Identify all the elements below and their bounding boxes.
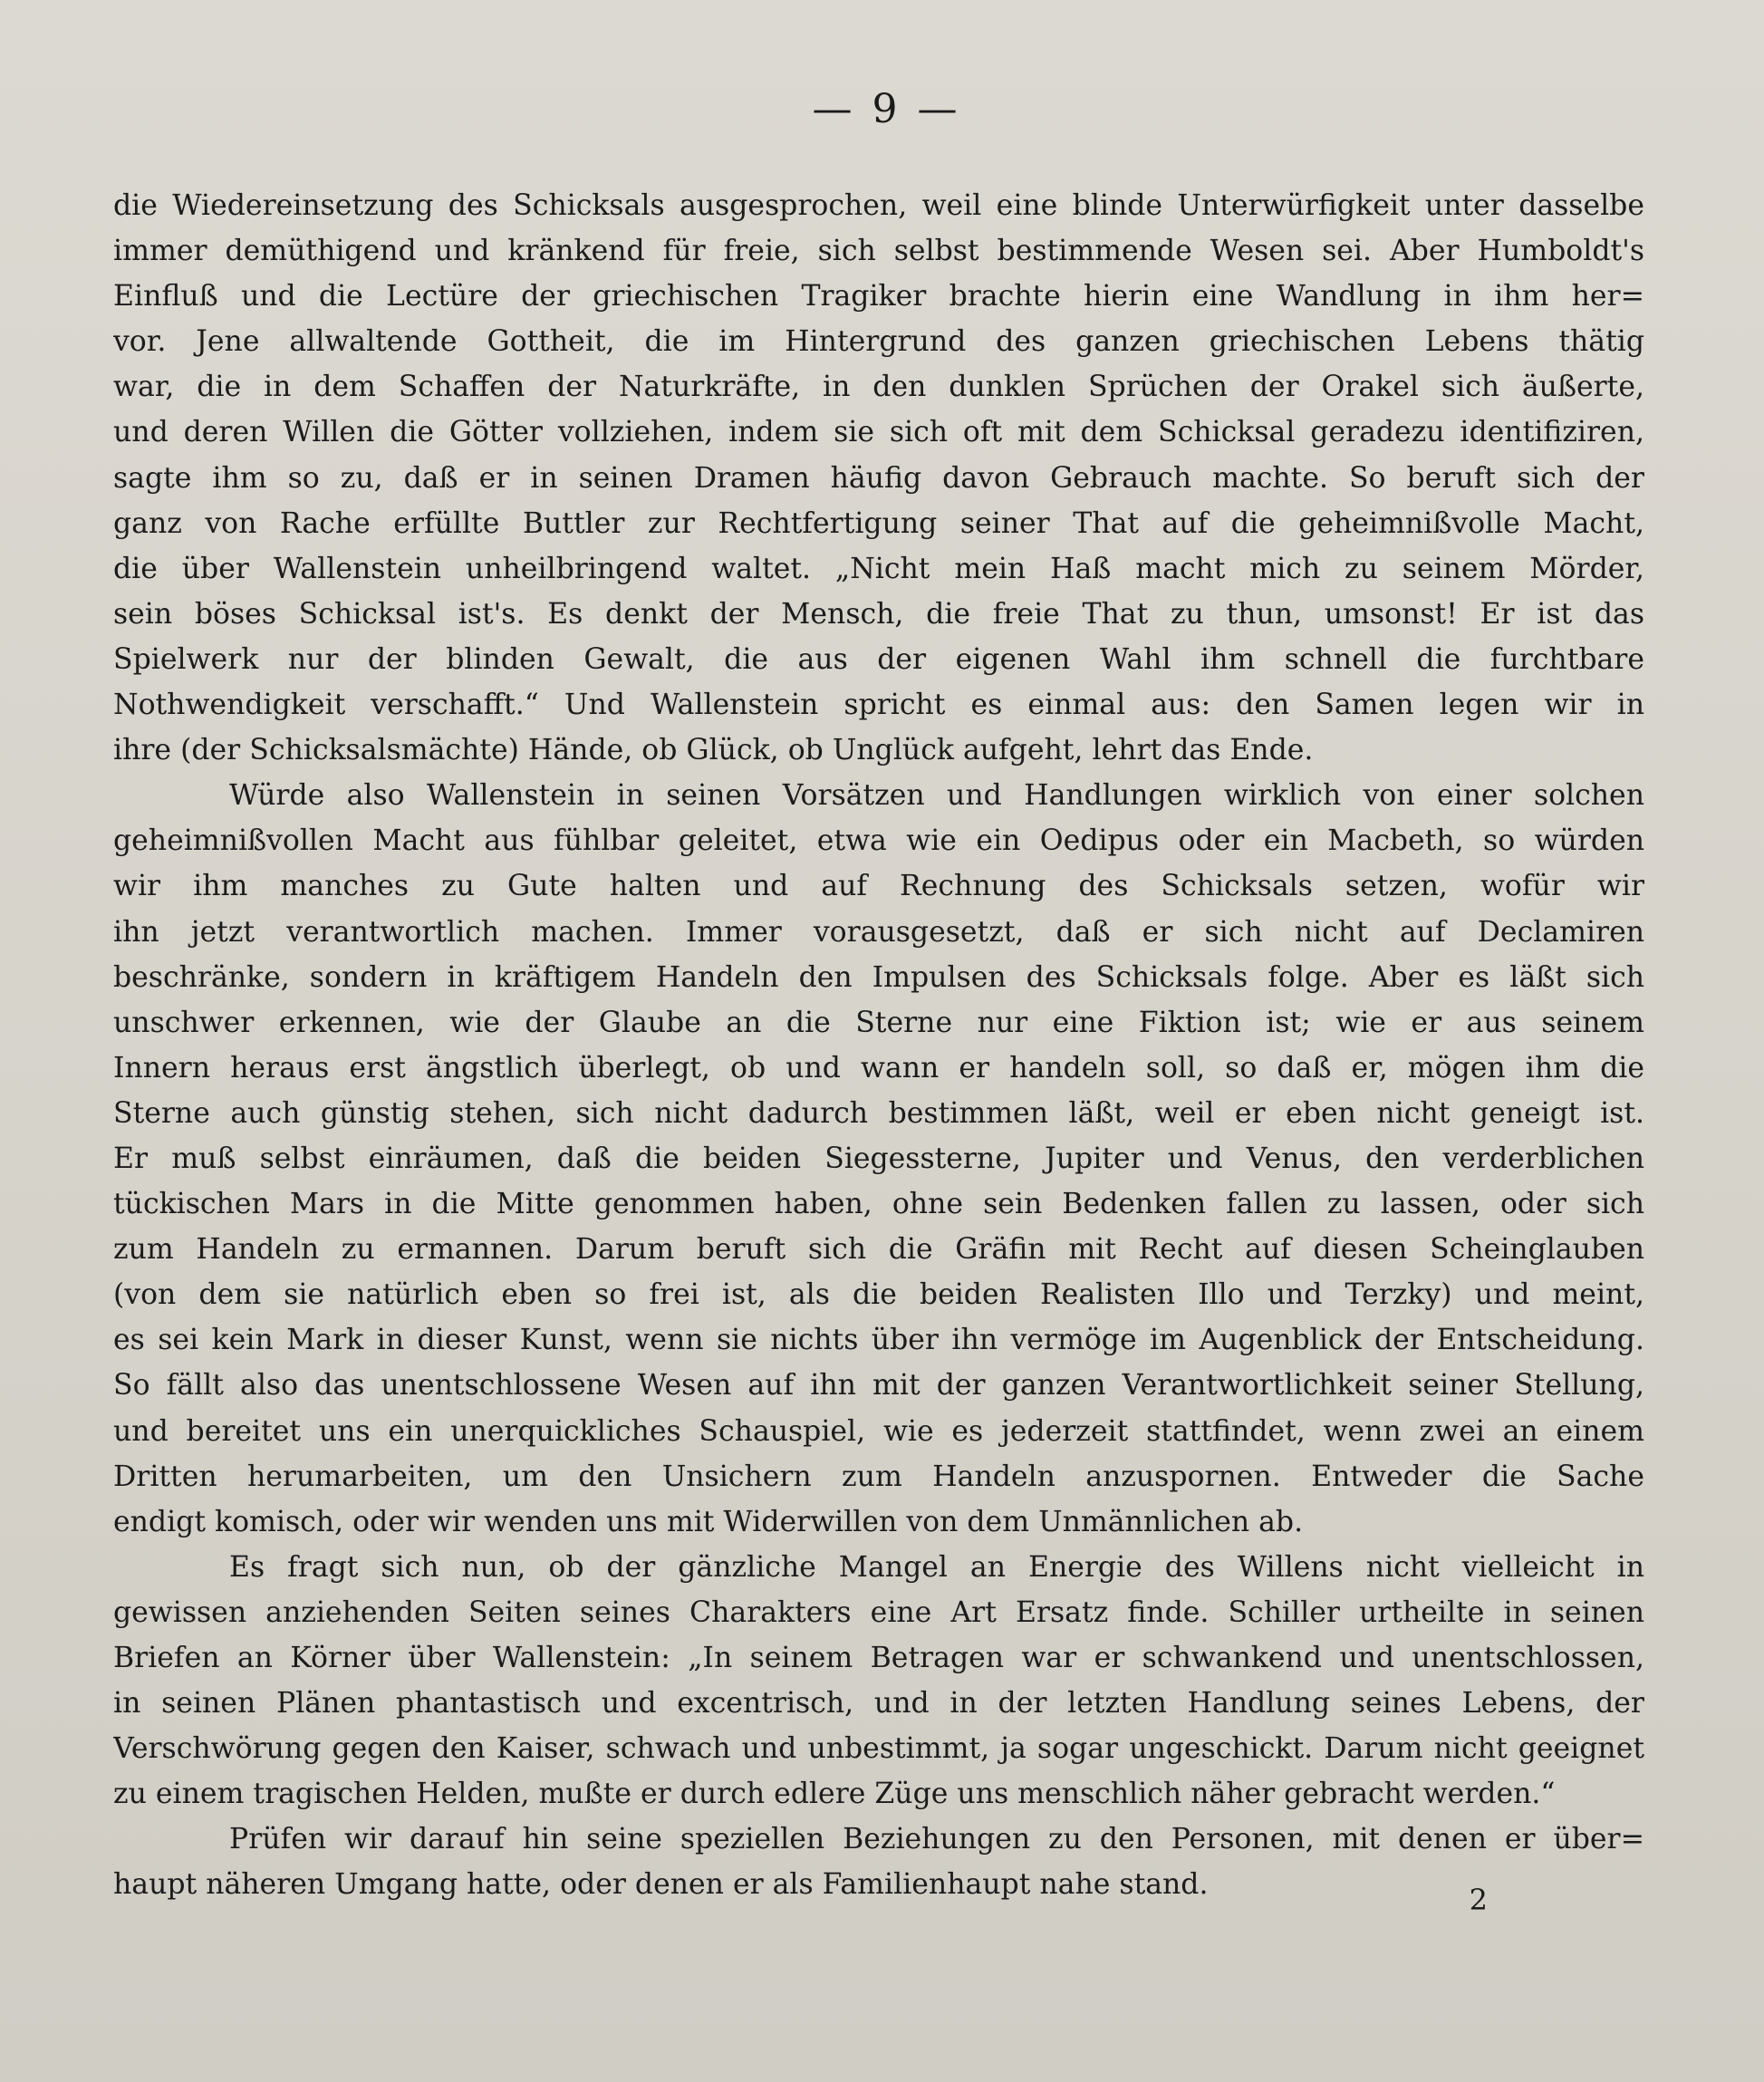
text-line: es sei kein Mark in dieser Kunst, wenn sie nichts über ihn vermöge im Augenblick der Entscheidung. [113,1324,1644,1357]
text-line: immer demüthigend und kränkend für freie, sich selbst bestimmende Wesen sei. Aber Humboldt's [113,235,1644,268]
text-line: die Wiedereinsetzung des Schicksals ausgesprochen, weil eine blinde Unterwürfigkeit unter dasselbe [113,189,1644,222]
text-line: Sterne auch günstig stehen, sich nicht dadurch bestimmen läßt, weil er eben nicht geneigt ist. [113,1096,1644,1130]
text-line: ihn jetzt verantwortlich machen. Immer vorausgesetzt, daß er sich nicht auf Declamiren [113,915,1644,949]
text-line: zum Handeln zu ermannen. Darum beruft sich die Gräfin mit Recht auf diesen Scheinglauben [113,1233,1644,1267]
text-line: gewissen anziehenden Seiten seines Charakters eine Art Ersatz finde. Schiller urtheilte in seinen [113,1595,1644,1629]
text-line: endigt komisch, oder wir wenden uns mit Widerwillen von dem Unmännlichen ab. [113,1505,1304,1538]
text-line: unschwer erkennen, wie der Glaube an die Sterne nur eine Fiktion ist; wie er aus seinem [113,1006,1644,1039]
text-line: und bereitet uns ein unerquickliches Schauspiel, wie es jederzeit stattfindet, wenn zwei an einem [113,1414,1644,1448]
text-line: Nothwendigkeit verschafft.“ Und Wallenstein spricht es einmal aus: den Samen legen wir in [113,689,1644,722]
page-number: — 9 — [812,86,961,132]
text-line: ganz von Rache erfüllte Buttler zur Rechtfertigung seiner That auf die geheimnißvolle Macht, [113,506,1644,540]
text-line: vor. Jene allwaltende Gottheit, die im Hintergrund des ganzen griechischen Lebens thätig [113,325,1644,359]
text-line: beschränke, sondern in kräftigem Handeln den Impulsen des Schicksals folge. Aber es läßt sich [113,960,1644,994]
text-line: wir ihm manches zu Gute halten und auf Rechnung des Schicksals setzen, wofür wir [113,870,1644,903]
text-line: und deren Willen die Götter vollziehen, indem sie sich oft mit dem Schicksal geradezu identifiziren, [113,416,1644,449]
text-line: die über Wallenstein unheilbringend waltet. „Nicht mein Haß macht mich zu seinem Mörder, [113,552,1644,585]
text-line: geheimnißvollen Macht aus fühlbar geleitet, etwa wie ein Oedipus oder ein Macbeth, so würden [113,824,1644,858]
text-line: Würde also Wallenstein in seinen Vorsätzen und Handlungen wirklich von einer solchen [229,779,1644,813]
text-line: (von dem sie natürlich eben so frei ist, als die beiden Realisten Illo und Terzky) und meint, [113,1278,1644,1312]
text-line: So fällt also das unentschlossene Wesen auf ihn mit der ganzen Verantwortlichkeit seiner Stellung, [113,1369,1644,1402]
text-line: Briefen an Körner über Wallenstein: „In seinem Betragen war er schwankend und unentschlossen, [113,1642,1644,1674]
text-line: zu einem tragischen Helden, mußte er durch edlere Züge uns menschlich näher gebracht werden.“ [113,1778,1556,1811]
text-line: Er muß selbst einräumen, daß die beiden Siegessterne, Jupiter und Venus, den verderblichen [113,1142,1644,1175]
text-line: Prüfen wir darauf hin seine speziellen Beziehungen zu den Personen, mit denen er über= [229,1823,1644,1856]
text-line: Innern heraus erst ängstlich überlegt, ob und wann er handeln soll, so daß er, mögen ihm die [113,1051,1644,1084]
signature-mark: 2 [1469,1883,1488,1917]
text-line: in seinen Plänen phantastisch und excentrisch, und in der letzten Handlung seines Lebens, der [113,1687,1644,1721]
text-line: sein böses Schicksal ist's. Es denkt der Mensch, die freie That zu thun, umsonst! Er ist das [113,597,1644,631]
text-line: haupt näheren Umgang hatte, oder denen er als Familienhaupt nahe stand. [113,1868,1209,1902]
text-line: Spielwerk nur der blinden Gewalt, die aus der eigenen Wahl ihm schnell die furchtbare [113,642,1644,676]
text-line: Einfluß und die Lectüre der griechischen Tragiker brachte hierin eine Wandlung in ihm her= [113,280,1644,313]
text-line: tückischen Mars in die Mitte genommen haben, ohne sein Bedenken fallen zu lassen, oder sich [113,1188,1644,1221]
text-line: Dritten herumarbeiten, um den Unsichern zum Handeln anzuspornen. Entweder die Sache [113,1460,1644,1493]
text-line: ihre (der Schicksalsmächte) Hände, ob Glück, ob Unglück aufgeht, lehrt das Ende. [113,734,1314,767]
text-line: Verschwörung gegen den Kaiser, schwach und unbestimmt, ja sogar ungeschickt. Darum nicht geeignet [113,1732,1644,1766]
page-header [0,86,1764,132]
text-line: war, die in dem Schaffen der Naturkräfte, in den dunklen Sprüchen der Orakel sich äußerte, [113,371,1644,404]
text-line: sagte ihm so zu, daß er in seinen Dramen häufig davon Gebrauch machte. So beruft sich der [113,461,1644,495]
body-text [113,183,1644,1908]
text-line: Es fragt sich nun, ob der gänzliche Mangel an Energie des Willens nicht vielleicht in [229,1550,1644,1584]
